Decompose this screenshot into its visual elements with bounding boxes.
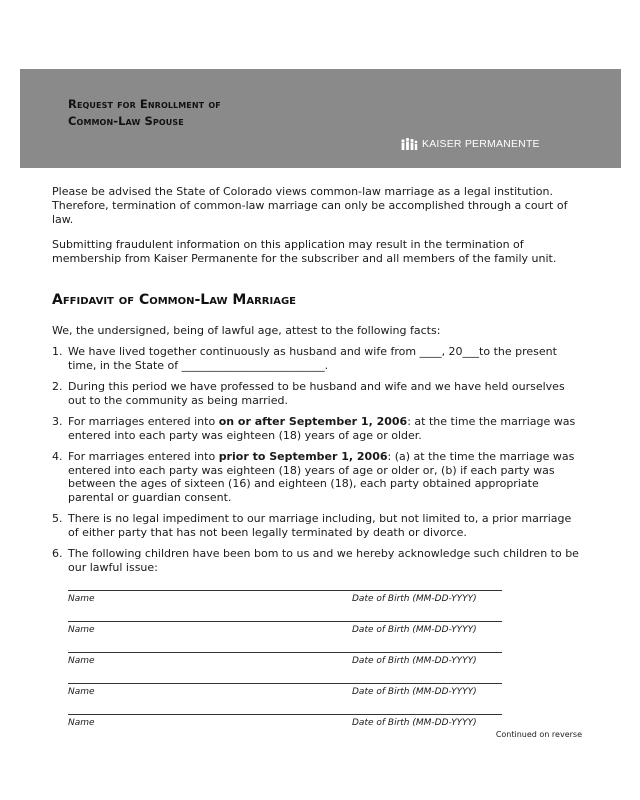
- fact-number: 4.: [52, 450, 63, 463]
- fact-item: [52, 380, 582, 407]
- header-band: [20, 69, 621, 168]
- fact-item: [52, 450, 582, 504]
- child-dob-label: Date of Birth (MM-DD-YYYY): [352, 594, 477, 604]
- child-entry-row[interactable]: [68, 652, 502, 683]
- brand: [400, 137, 540, 151]
- facts-list: [52, 345, 582, 582]
- form-title-line2: Common-Law Spouse: [68, 114, 184, 128]
- affidavit-intro: We, the undersigned, being of lawful age, attest to the following facts:: [52, 324, 441, 337]
- fact-text: [68, 415, 582, 442]
- child-entry-row[interactable]: [68, 621, 502, 652]
- fact-item: [52, 345, 582, 372]
- fact-text: [68, 450, 582, 504]
- fact-date-emphasis: on or after September 1, 2006: [218, 415, 408, 428]
- fact-item: [52, 547, 582, 574]
- fact-number: 1.: [52, 345, 63, 358]
- form-title-line1: Request for Enrollment of: [68, 97, 221, 111]
- fact-text: The following children have been bom to us and we hereby acknowledge such children to be our lawful issue:: [68, 547, 579, 574]
- fact-text-pre: For marriages entered into: [68, 415, 219, 428]
- fact-number: 6.: [52, 547, 63, 560]
- continued-note: Continued on reverse: [495, 730, 582, 739]
- child-name-label: Name: [68, 718, 95, 728]
- fact-item: [52, 512, 582, 539]
- child-dob-label: Date of Birth (MM-DD-YYYY): [352, 718, 477, 728]
- notice-paragraph-fraud: Submitting fraudulent information on this application may result in the termination of membership from Kaiser Permanente for the subscriber and all members of the family unit.: [52, 238, 557, 265]
- child-name-label: Name: [68, 687, 95, 697]
- fact-text-post: : (a) at the time the marriage was entered into each party was eighteen (18) years of age or older or, (b) if each party was between the ages of sixteen (16) and eighteen (18), each party obtained appropriate parental or guardian consent.: [68, 450, 575, 504]
- fact-item: [52, 415, 582, 442]
- fact-text-post: : at the time the marriage was entered into each party was eighteen (18) years of age or older.: [68, 415, 576, 442]
- fact-text-pre: For marriages entered into: [68, 450, 219, 463]
- notice-paragraph-colorado: Please be advised the State of Colorado views common-law marriage as a legal institution. Therefore, termination of common-law marriage can only be accomplished through a court of law.: [52, 185, 568, 226]
- fact-number: 2.: [52, 380, 63, 393]
- fact-text: During this period we have professed to be husband and wife and we have held ourselves out to the community as being married.: [68, 380, 565, 407]
- fact-text: We have lived together continuously as husband and wife from ____, 20___to the present time, in the State of __________________________.: [68, 345, 557, 372]
- child-dob-label: Date of Birth (MM-DD-YYYY): [352, 625, 477, 635]
- form-title: [68, 96, 221, 130]
- child-entry-row[interactable]: [68, 590, 502, 621]
- child-name-label: Name: [68, 656, 95, 666]
- child-name-label: Name: [68, 594, 95, 604]
- children-list: [68, 590, 502, 745]
- fact-text: There is no legal impediment to our marriage including, but not limited to, a prior marriage of either party that has not been legally terminated by death or divorce.: [68, 512, 572, 539]
- kaiser-permanente-logo-icon: [400, 137, 418, 151]
- fact-date-emphasis: prior to September 1, 2006: [218, 450, 388, 463]
- brand-name: KAISER PERMANENTE: [422, 138, 540, 150]
- child-dob-label: Date of Birth (MM-DD-YYYY): [352, 687, 477, 697]
- child-entry-row[interactable]: [68, 714, 502, 745]
- child-dob-label: Date of Birth (MM-DD-YYYY): [352, 656, 477, 666]
- child-entry-row[interactable]: [68, 683, 502, 714]
- fact-number: 5.: [52, 512, 63, 525]
- section-heading: Affidavit of Common-Law Marriage: [52, 292, 296, 308]
- child-name-label: Name: [68, 625, 95, 635]
- fact-number: 3.: [52, 415, 63, 428]
